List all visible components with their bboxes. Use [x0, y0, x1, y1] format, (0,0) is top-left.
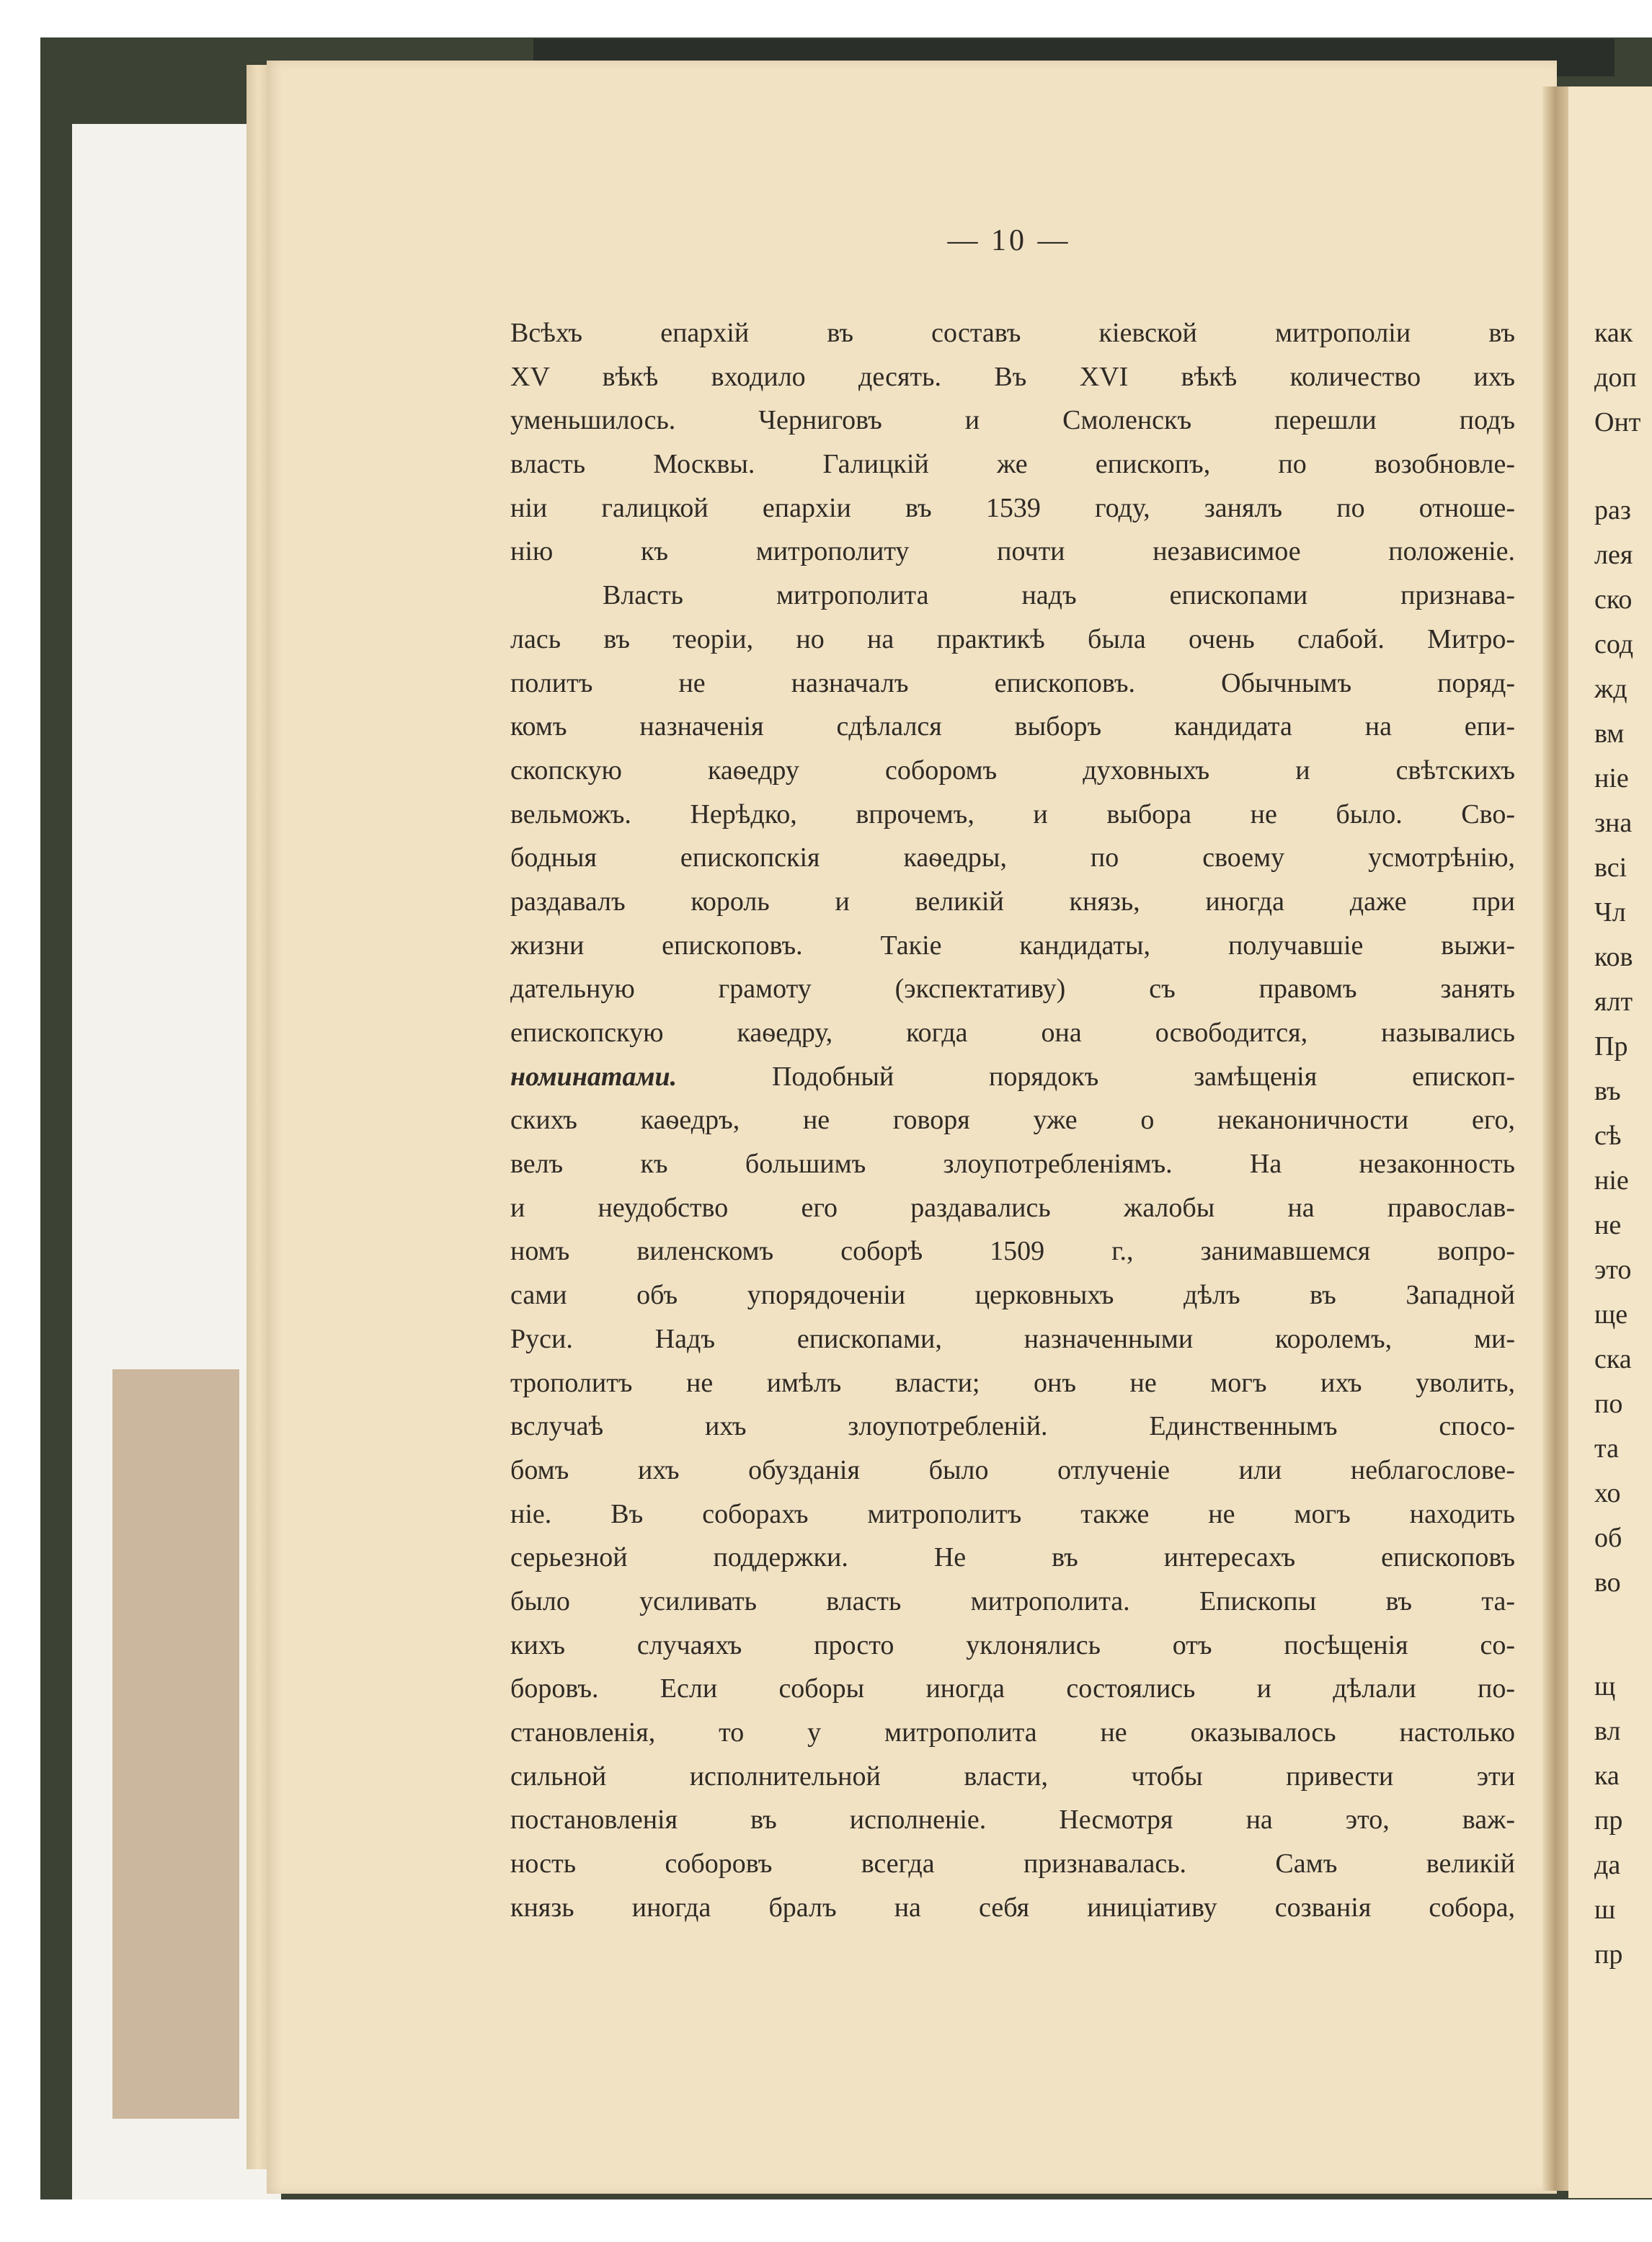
facing-fragment: щ	[1594, 1671, 1616, 1701]
facing-fragment: по	[1594, 1389, 1623, 1419]
facing-fragment: зна	[1594, 808, 1633, 838]
facing-fragment: да	[1594, 1850, 1621, 1880]
facing-page	[1568, 86, 1652, 2198]
italic-term: номинатами.	[510, 1061, 678, 1092]
facing-fragment: ялт	[1594, 987, 1633, 1017]
facing-fragment: ка	[1594, 1761, 1620, 1791]
facing-fragment: во	[1594, 1567, 1621, 1598]
text-line: бодныя епископскія каѳедры, по своему усмотрѣнію,	[510, 842, 1515, 873]
facing-fragment: ска	[1594, 1344, 1632, 1374]
text-line: скопскую каѳедру соборомъ духовныхъ и свѣтскихъ	[510, 755, 1515, 786]
facing-fragment: вм	[1594, 719, 1625, 749]
text-line: сами объ упорядоченіи церковныхъ дѣлъ въ Западной	[510, 1280, 1515, 1311]
facing-fragment: жд	[1594, 674, 1627, 704]
text-line: ніи галицкой епархіи въ 1539 году, занялъ по отноше-	[510, 492, 1515, 523]
text-line: постановленія въ исполненіе. Несмотря на это, важ-	[510, 1805, 1515, 1836]
text-line: скихъ каѳедръ, не говоря уже о неканоничности его,	[510, 1105, 1515, 1136]
facing-fragment: ніе	[1594, 763, 1629, 793]
text-line: ніе. Въ соборахъ митрополитъ также не могъ находить	[510, 1498, 1515, 1529]
text-line: номъ виленскомъ соборѣ 1509 г., занимавшемся вопро-	[510, 1236, 1515, 1267]
facing-fragment: ш	[1594, 1895, 1616, 1925]
text-line: князь иногда бралъ на себя иниціативу созванія собора,	[510, 1892, 1515, 1923]
text-line-with-italic	[510, 1055, 1515, 1099]
facing-fragment: та	[1594, 1433, 1619, 1464]
page-text	[510, 311, 1515, 1929]
facing-fragment: вл	[1594, 1716, 1621, 1746]
text-line: епископскую каѳедру, когда она освободится, назывались	[510, 1018, 1515, 1048]
facing-fragment: хо	[1594, 1478, 1621, 1508]
text-line: трополитъ не имѣлъ власти; онъ не могъ ихъ уволить,	[510, 1367, 1515, 1398]
text-line: дательную грамоту (экспектативу) съ правомъ занять	[510, 974, 1515, 1005]
page-number: — 10 —	[947, 224, 1071, 257]
text-line: вслучаѣ ихъ злоупотребленій. Единственнымъ спосо-	[510, 1411, 1515, 1442]
facing-fragment: сод	[1594, 629, 1634, 659]
text-line: вельможъ. Нерѣдко, впрочемъ, и выбора не было. Сво-	[510, 799, 1515, 829]
facing-fragment: ско	[1594, 584, 1633, 615]
text-line: уменьшилось. Черниговъ и Смоленскъ перешли подъ	[510, 405, 1515, 436]
facing-fragment: пр	[1594, 1805, 1623, 1836]
text-line: комъ назначенія сдѣлался выборъ кандидата на епи-	[510, 711, 1515, 742]
text-line: сильной исполнительной власти, чтобы привести эти	[510, 1761, 1515, 1792]
facing-fragment: ніе	[1594, 1165, 1629, 1196]
facing-fragment: ков	[1594, 942, 1633, 972]
text-line: XV вѣкѣ входило десять. Въ XVI вѣкѣ количество ихъ	[510, 361, 1515, 392]
underlying-tan-sheet	[112, 1369, 239, 2119]
facing-fragment: не	[1594, 1210, 1622, 1240]
facing-fragment: всі	[1594, 853, 1627, 883]
text-line: бомъ ихъ обузданія было отлученіе или неблагослове-	[510, 1454, 1515, 1485]
text-line: ность соборовъ всегда признавалась. Самъ великій	[510, 1849, 1515, 1880]
text-line: Всѣхъ епархій въ составъ кіевской митрополіи въ	[510, 318, 1515, 348]
text-line: велъ къ большимъ злоупотребленіямъ. На незаконность	[510, 1149, 1515, 1180]
text-line: раздавалъ король и великій князь, иногда даже при	[510, 886, 1515, 917]
text-line: становленія, то у митрополита не оказывалось настолько	[510, 1717, 1515, 1748]
facing-fragment: сѣ	[1594, 1121, 1622, 1151]
text-line: боровъ. Если соборы иногда состоялись и дѣлали по-	[510, 1673, 1515, 1704]
text-line: лась въ теоріи, но на практикѣ была очень слабой. Митро-	[510, 623, 1515, 654]
text-line: и неудобство его раздавались жалобы на православ-	[510, 1192, 1515, 1223]
facing-fragment: лея	[1594, 540, 1633, 570]
text-line: кихъ случаяхъ просто уклонялись отъ посѣщенія со-	[510, 1629, 1515, 1660]
text-line: политъ не назначалъ епископовъ. Обычнымъ поряд-	[510, 667, 1515, 698]
facing-fragment: доп	[1594, 362, 1637, 393]
book-gutter	[1542, 86, 1568, 2191]
facing-fragment: Онт	[1594, 407, 1641, 437]
text-line: серьезной поддержки. Не въ интересахъ епископовъ	[510, 1542, 1515, 1573]
text-line: жизни епископовъ. Такіе кандидаты, получавшіе выжи-	[510, 930, 1515, 961]
italic-line-rest: Подобный порядокъ замѣщенія епископ-	[677, 1061, 1515, 1092]
facing-fragment: об	[1594, 1523, 1622, 1553]
text-line: власть Москвы. Галицкій же епископъ, по возобновле-	[510, 449, 1515, 480]
paragraph-start-line: Власть митрополита надъ епископами признава-	[603, 580, 1515, 611]
facing-fragment: Чл	[1594, 897, 1626, 928]
facing-fragment: пр	[1594, 1939, 1623, 1970]
text-line: Руси. Надъ епископами, назначенными королемъ, ми-	[510, 1323, 1515, 1354]
facing-fragment: Пр	[1594, 1031, 1628, 1062]
facing-fragment: ще	[1594, 1299, 1628, 1330]
text-line: нію къ митрополиту почти независимое положеніе.	[510, 536, 1515, 567]
facing-fragment: въ	[1594, 1076, 1621, 1106]
text-line: было усиливать власть митрополита. Епископы въ та-	[510, 1585, 1515, 1616]
facing-fragment: как	[1594, 318, 1633, 348]
facing-fragment: это	[1594, 1255, 1632, 1285]
facing-fragment: раз	[1594, 495, 1631, 525]
